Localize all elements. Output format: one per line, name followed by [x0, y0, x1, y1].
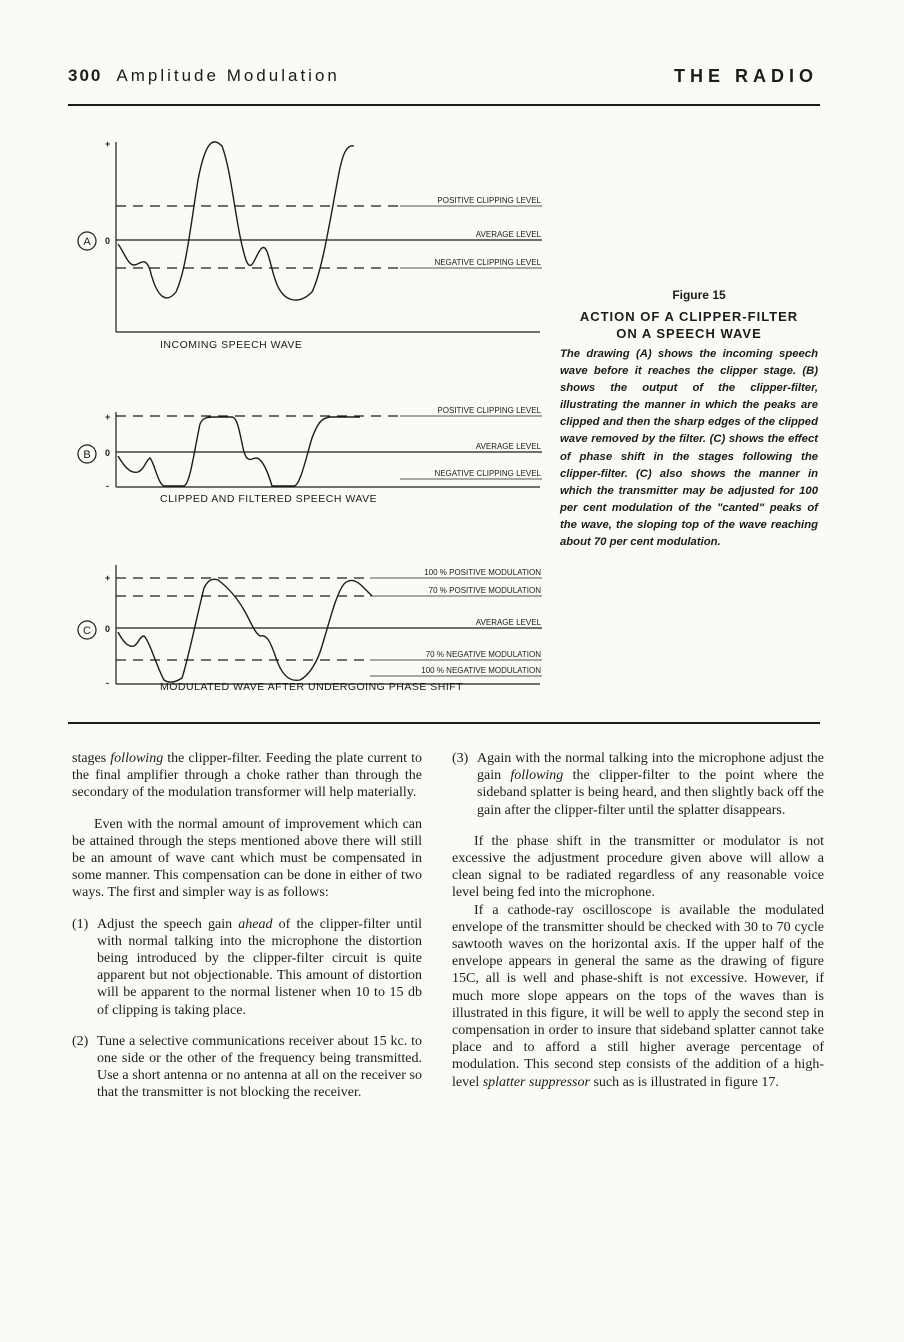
panel-c-marker: C [83, 625, 91, 637]
panel-b-zero: 0 [105, 448, 111, 458]
header-rule [68, 104, 820, 106]
panel-c-plus-sign: + [105, 573, 111, 583]
italic-run: ahead [238, 916, 273, 932]
panel-a-zero: 0 [105, 236, 111, 246]
list-item-2 [72, 1033, 422, 1102]
panel-c-average-level-label: AVERAGE LEVEL [475, 618, 541, 627]
paragraph-oscilloscope [452, 902, 824, 1091]
page-number: 300 [68, 66, 103, 85]
figure-caption [560, 288, 818, 551]
book-title: THE RADIO [674, 66, 818, 86]
panel-a-positive-clipping-label: POSITIVE CLIPPING LEVEL [437, 196, 541, 205]
panel-a-speech-wave [118, 142, 354, 300]
paragraph-phase-shift: If the phase shift in the transmitter or modulator is not excessive the adjustment procedure given above will allow a clean signal to be radiated regardless of any reasonable voice level being fed into the microphone. [452, 833, 824, 901]
paragraph-compensation: Even with the normal amount of improvement which can be attained through the steps mentioned above there will still be an amount of wave cant which must be compensated in some manner. This compensation can be done in either of two ways. The first and simpler way is as follows: [72, 816, 422, 901]
list-item-3 [452, 750, 824, 819]
figure-divider-rule [68, 722, 820, 724]
italic-run: splatter suppressor [482, 1074, 590, 1090]
panel-c-zero: 0 [105, 624, 111, 634]
list-number: (2) [72, 1033, 89, 1049]
left-column [72, 750, 422, 1116]
text-run: stages [72, 751, 111, 766]
panel-a-plus-sign: + [105, 139, 111, 149]
panel-b-average-level-label: AVERAGE LEVEL [475, 442, 541, 451]
panel-a-marker: A [83, 236, 91, 248]
panel-b-caption: CLIPPED AND FILTERED SPEECH WAVE [160, 493, 378, 505]
list-number: (1) [72, 916, 89, 932]
figure-title-line-2: ON A SPEECH WAVE [616, 326, 762, 341]
text-run: If a cathode-ray oscilloscope is available the modulated envelope of the transmitter should be checked with 30 to 70 cycle sawtooth waves on the horizontal axis. If the upper half of the envelope appears in general the same as the drawing of figure 15C, all is well and phase-shift is not excessive. However, if much more slope appears on the tops of the waves than is illustrated in this figure, it will be well to apply the second step in compensation in order to insure that sideband splatter cannot take place and to afford a still higher average percentage of modulation. This second step consists of the addition of a high-level [452, 902, 824, 1090]
figure-description: The drawing (A) shows the incoming speech wave before it reaches the clipper stage. (B) shows the output of the clipper-filter, illustrating the manner in which the peaks are clipped and then the sharp edges of the clipped wave removed by the filter. (C) shows the effect of phase shift in the stages following the clipper-filter. (C) also shows the manner in which the transmitter may be adjusted for 100 per cent modulation of the "canted" peaks of the wave, the sloping top of the wave reaching about 70 per cent modulation. [560, 348, 818, 549]
panel-b-minus-sign: - [106, 481, 109, 491]
text-run: of the clipper-filter until with normal talking into the microphone the distortion being introduced by the clipper-filter circuit is quite apparent but not objectionable. This amount of distortion will be apparent to the normal listener when 10 to 15 db of clipping is taking place. [97, 916, 422, 1018]
text-run: the clipper-filter. Feeding the plate current to the final amplifier through a choke rather than through the secondary of the modulation transformer will help materially. [72, 751, 422, 801]
figure-title [560, 308, 818, 342]
list-text [477, 750, 824, 819]
text-run: Again with the normal talking into the microphone adjust the gain [477, 751, 824, 784]
panel-c-caption: MODULATED WAVE AFTER UNDERGOING PHASE SHIFT [160, 681, 464, 693]
panel-b-negative-clipping-label: NEGATIVE CLIPPING LEVEL [434, 469, 541, 478]
section-title: Amplitude Modulation [116, 66, 340, 85]
panel-b-plus-sign: + [105, 412, 111, 422]
figure-number: Figure 15 [672, 288, 726, 302]
text-run: Adjust the speech gain [97, 916, 239, 932]
paragraph-continued [72, 750, 422, 802]
panel-c-70-positive-label: 70 % POSITIVE MODULATION [428, 586, 541, 595]
panel-b-marker: B [83, 449, 91, 461]
panel-c-70-negative-label: 70 % NEGATIVE MODULATION [425, 650, 541, 659]
panel-b-positive-clipping-label: POSITIVE CLIPPING LEVEL [437, 406, 541, 415]
figure-title-line-1: ACTION OF A CLIPPER-FILTER [579, 309, 799, 324]
italic-run: following [110, 751, 164, 766]
text-run: the clipper-filter to the point where the sideband splatter is being heard, and then slightly back off the gain after the clipper-filter until the splatter disappears. [477, 768, 825, 818]
running-header-left [68, 66, 340, 86]
list-text [97, 916, 422, 1019]
list-number: (3) [452, 751, 469, 766]
list-text: Tune a selective communications receiver about 15 kc. to one side or the other of the frequency being transmitted. Use a short antenna or no antenna at all on the receiver so that the transmitter is not blocking the receiver. [97, 1033, 422, 1101]
panel-c-100-positive-label: 100 % POSITIVE MODULATION [424, 568, 541, 577]
panel-c-100-negative-label: 100 % NEGATIVE MODULATION [421, 666, 541, 675]
right-column [452, 750, 824, 1105]
panel-a-average-level-label: AVERAGE LEVEL [475, 230, 541, 239]
italic-run: following [510, 768, 564, 784]
panel-a-negative-clipping-label: NEGATIVE CLIPPING LEVEL [434, 258, 541, 267]
panel-c-phase-shifted-wave [118, 579, 372, 682]
figure-15-diagram [0, 120, 560, 700]
text-run: such as is illustrated in figure 17. [589, 1074, 779, 1090]
panel-c-minus-sign: - [106, 678, 109, 688]
panel-a-caption: INCOMING SPEECH WAVE [160, 339, 303, 351]
list-item-1 [72, 916, 422, 1019]
